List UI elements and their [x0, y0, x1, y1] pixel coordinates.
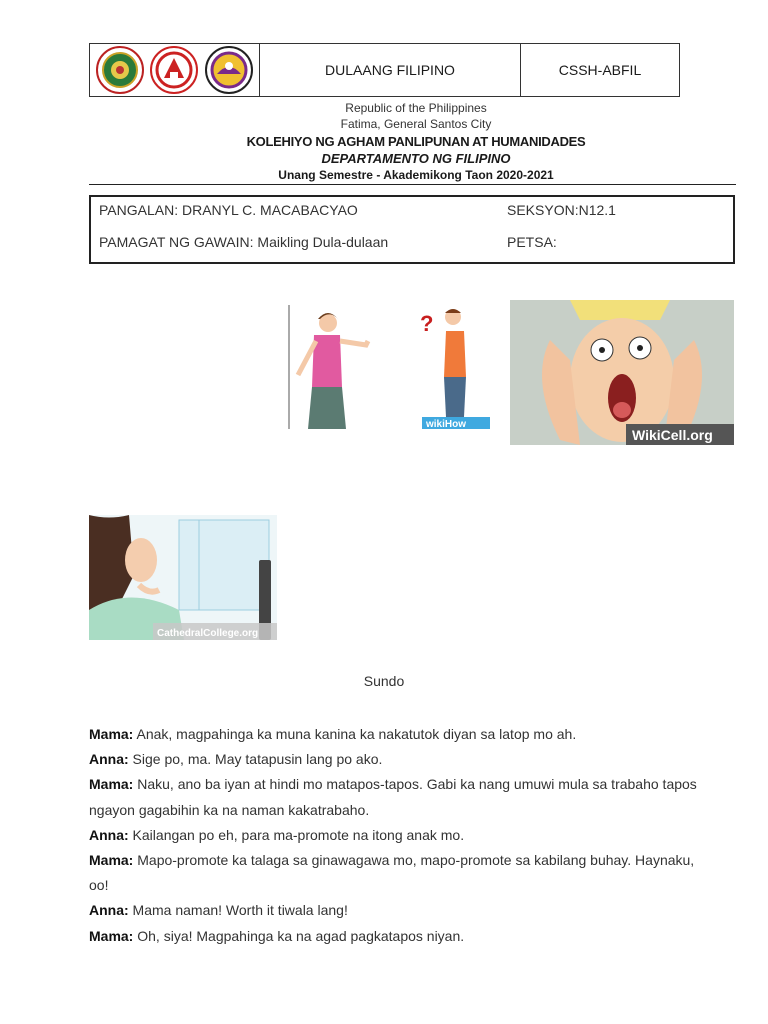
logo-cell: [90, 44, 260, 96]
course-code: CSSH-ABFIL: [558, 62, 642, 78]
college-seal-icon: [150, 46, 198, 94]
line-text: Mama naman! Worth it tiwala lang!: [128, 902, 348, 919]
republic-line: Republic of the Philippines: [345, 101, 487, 115]
line-text: Mapo-promote ka talaga sa ginawagawa mo, mapo-promote sa kabilang buhay. Haynaku, oo!: [89, 852, 695, 894]
line-text: Kailangan po eh, para ma-promote na itong anak mo.: [128, 826, 465, 843]
course-title: DULAANG FILIPINO: [260, 44, 521, 96]
illustration-mother-and-child: [288, 305, 490, 429]
dialogue-line: [89, 924, 709, 949]
img1-watermark: wikiHow: [426, 419, 467, 429]
student-name: PANGALAN: DRANYL C. MACABACYAO: [99, 202, 358, 218]
activity-title: PAMAGAT NG GAWAIN: Maikling Dula-dulaan: [99, 234, 389, 250]
story-title: Sundo: [363, 673, 405, 689]
date-field: PETSA:: [507, 234, 557, 250]
header-table: [89, 43, 680, 97]
dialogue-line: [89, 747, 709, 772]
img3-watermark: CathedralCollege.org: [157, 628, 259, 639]
dialogue-line: [89, 848, 709, 898]
speaker-name: Mama:: [89, 726, 134, 742]
speaker-name: Anna:: [89, 751, 129, 768]
section-field: SEKSYON:N12.1: [507, 202, 616, 218]
dialogue-line: [89, 772, 709, 822]
department-seal-icon: [205, 46, 253, 94]
speaker-name: Anna:: [89, 902, 129, 919]
header-rule: [89, 184, 736, 185]
img2-watermark: WikiCell.org: [632, 427, 713, 443]
line-text: Anak, magpahinga ka muna kanina ka nakatutok diyan sa latop mo ah.: [133, 726, 577, 742]
semester-line: Unang Semestre - Akademikong Taon 2020-2021: [278, 168, 554, 182]
line-text: Sige po, ma. May tatapusin lang po ako.: [128, 751, 383, 768]
student-info-box: [89, 195, 735, 264]
illustration-woman-at-laptop: [89, 515, 277, 640]
line-text: Naku, ano ba iyan at hindi mo matapos-tapos. Gabi ka nang umuwi mula sa trabaho tapos ngayon gagabihin ka na naman kakatrabaho.: [89, 776, 697, 818]
dialogue-line: [89, 898, 709, 923]
svg-text:?: ?: [420, 311, 434, 336]
dialogue: [89, 722, 709, 949]
college-name: KOLEHIYO NG AGHAM PANLIPUNAN AT HUMANIDADES: [246, 134, 586, 149]
speaker-name: Anna:: [89, 826, 129, 843]
speaker-name: Mama:: [89, 852, 134, 869]
speaker-name: Mama:: [89, 776, 134, 793]
department-name: DEPARTAMENTO NG FILIPINO: [321, 151, 511, 166]
university-seal-icon: [96, 46, 144, 94]
location-line: Fatima, General Santos City: [340, 117, 492, 131]
speaker-name: Mama:: [89, 927, 134, 944]
illustration-screaming-man: [510, 300, 734, 445]
dialogue-line: [89, 823, 709, 848]
line-text: Oh, siya! Magpahinga ka na agad pagkatapos niyan.: [133, 927, 465, 944]
dialogue-line: [89, 722, 709, 747]
